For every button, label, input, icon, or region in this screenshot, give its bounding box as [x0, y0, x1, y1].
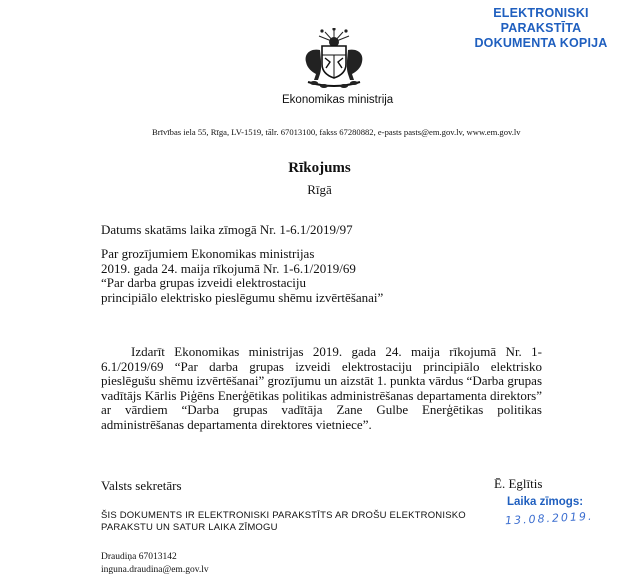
signer-name: Ē. Eglītis — [494, 476, 543, 491]
time-stamp-date: 13.08.2019. — [504, 509, 594, 528]
time-stamp-label: Laika zīmogs: — [507, 496, 584, 508]
document-title: Rīkojums — [288, 160, 351, 176]
signer-position: Valsts sekretārs — [101, 478, 182, 493]
ministry-address: Brīvības iela 55, Rīga, LV-1519, tālr. 67013100, fakss 67280882, e-pasts pasts@em.gov.lv, www.em.gov.lv — [152, 127, 521, 137]
contact-email[interactable]: inguna.draudina@em.gov.lv — [101, 564, 209, 575]
document-place: Rīgā — [307, 182, 332, 197]
coat-of-arms-icon — [292, 28, 376, 90]
contact-info — [101, 551, 209, 576]
subject-line: “Par darba grupas izveidi elektrostaciju — [101, 275, 307, 290]
electronic-signature-note: ŠIS DOKUMENTS IR ELEKTRONISKI PARAKSTĪTS AR DROŠU ELEKTRONISKO PARAKSTU UN SATUR LAIKA ZĪMOGU — [101, 510, 466, 533]
document-subject — [101, 247, 383, 305]
stamp-line-1: ELEKTRONISKI PARAKSTĪTA — [493, 6, 589, 35]
stamp-line-2: DOKUMENTA KOPIJA — [474, 36, 608, 50]
subject-line: principiālo elektrisko pieslēgumu shēmu izvērtēšanai” — [101, 289, 384, 305]
subject-line: 2019. gada 24. maija rīkojumā Nr. 1-6.1/2019/69 — [101, 260, 356, 276]
document-date-line: Datums skatāms laika zīmogā Nr. 1-6.1/2019/97 — [101, 222, 353, 237]
contact-name-phone: Draudiņa 67013142 — [101, 552, 177, 562]
document-body: Izdarīt Ekonomikas ministrijas 2019. gada 24. maija rīkojumā Nr. 1-6.1/2019/69 “Par darba grupas izveidi elektrostaciju principiālo elektrisko pieslēgušu shēmu izvērtēšanai” grozījumu un aizstāt 1. punkta vārdus “Darba grupas vadītājs Kārlis Piģēns Enerģētikas politikas administrēšanas departamenta direktors” ar vārdiem “Darba grupas vadītāja Zane Gulbe Enerģētikas politikas administrēšanas departamenta direktores vietniece”. — [101, 344, 542, 432]
electronic-copy-stamp — [452, 6, 630, 51]
subject-line: Par grozījumiem Ekonomikas ministrijas — [101, 246, 315, 261]
ministry-name: Ekonomikas ministrija — [282, 94, 394, 106]
